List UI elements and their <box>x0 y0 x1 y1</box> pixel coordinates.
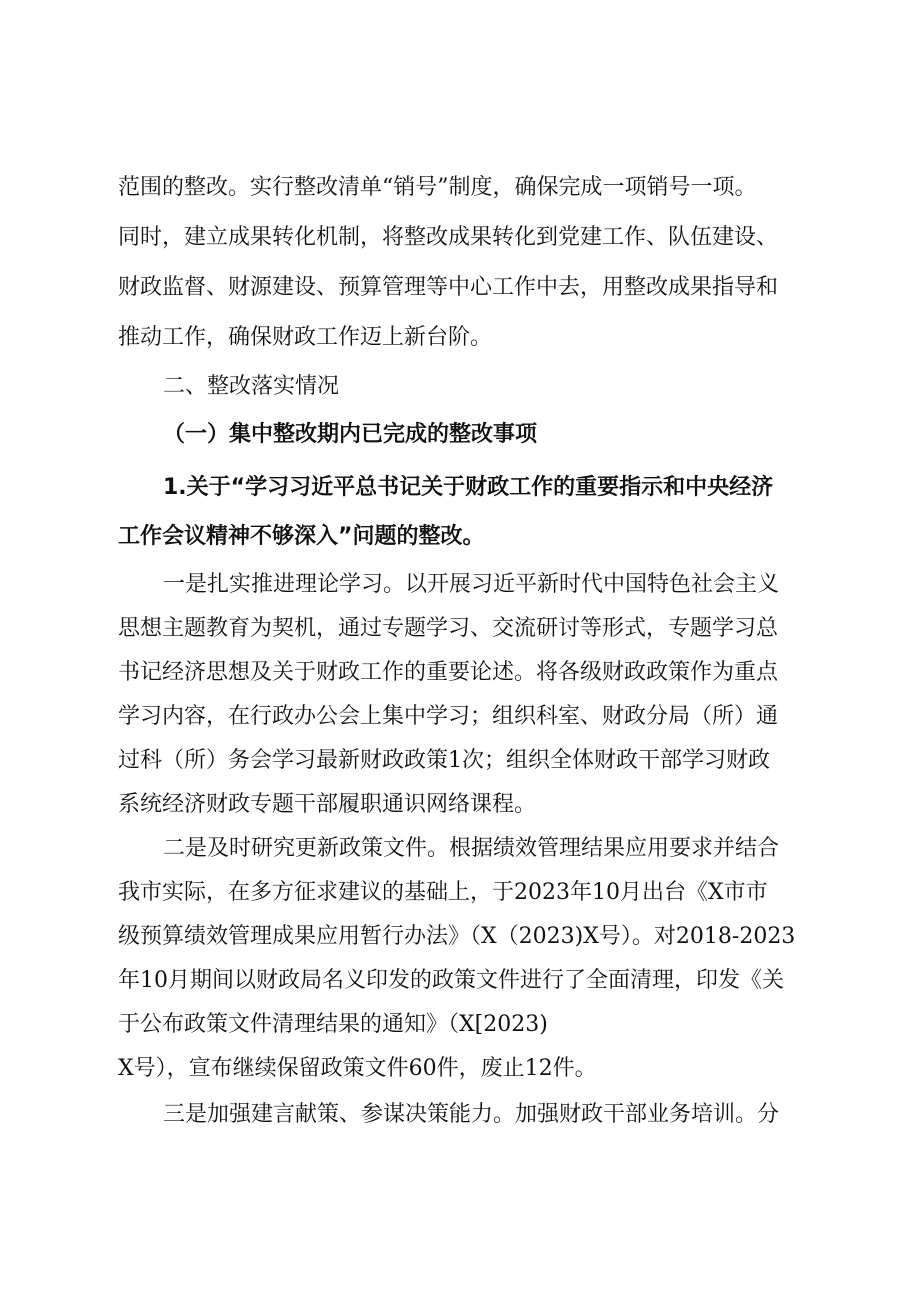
paragraph-line: 我市实际，在多方征求建议的基础上，于2023年10月出台《X市市 <box>118 880 768 905</box>
paragraph-line: 一是扎实推进理论学习。以开展习近平新时代中国特色社会主义 <box>163 572 780 597</box>
paragraph-line: 书记经济思想及关于财政工作的重要论述。将各级财政政策作为重点 <box>118 660 779 685</box>
subsection-heading: （一）集中整改期内已完成的整改事项 <box>163 422 538 447</box>
paragraph-line: 级预算绩效管理成果应用暂行办法》（X（2023)X号）。对2018-2023 <box>118 924 796 949</box>
paragraph-line: 范围的整改。实行整改清单“销号”制度，确保完成一项销号一项。 <box>118 175 757 200</box>
item-heading: 工作会议精神不够深入”问题的整改。 <box>118 524 485 549</box>
paragraph-line: 二是及时研究更新政策文件。根据绩效管理结果应用要求并结合 <box>163 836 780 861</box>
paragraph-line: 同时，建立成果转化机制，将整改成果转化到党建工作、队伍建设、 <box>118 225 779 250</box>
item-heading: 1.关于“学习习近平总书记关于财政工作的重要指示和中央经济 <box>163 475 774 500</box>
section-heading: 二、整改落实情况 <box>163 374 340 399</box>
paragraph-line: 三是加强建言献策、参谋决策能力。加强财政干部业务培训。分 <box>163 1102 780 1127</box>
paragraph-line: 学习内容，在行政办公会上集中学习；组织科室、财政分局（所）通 <box>118 704 779 729</box>
paragraph-line: 财政监督、财源建设、预算管理等中心工作中去，用整改成果指导和 <box>118 275 779 300</box>
paragraph-line: 于公布政策文件清理结果的通知》（X[2023) <box>118 1012 548 1037</box>
paragraph-line: 推动工作，确保财政工作迈上新台阶。 <box>118 325 493 350</box>
paragraph-line: 思想主题教育为契机，通过专题学习、交流研讨等形式，专题学习总 <box>118 616 779 641</box>
paragraph-line: 系统经济财政专题干部履职通识网络课程。 <box>118 792 537 817</box>
paragraph-line: X号），宣布继续保留政策文件60件，废止12件。 <box>118 1056 597 1081</box>
paragraph-line: 年10月期间以财政局名义印发的政策文件进行了全面清理，印发《关 <box>118 968 784 993</box>
paragraph-line: 过科（所）务会学习最新财政政策1次；组织全体财政干部学习财政 <box>118 748 770 773</box>
